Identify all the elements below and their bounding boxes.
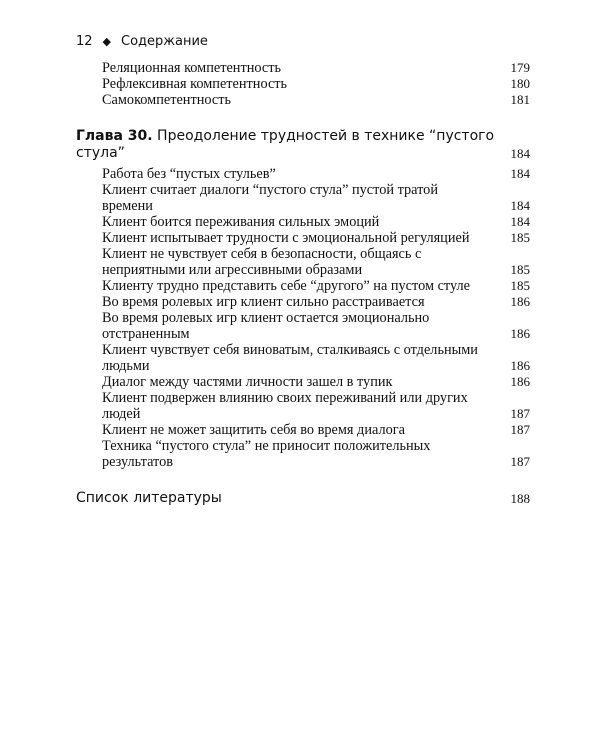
toc-entry-title: Клиент не может защитить себя во время диалога xyxy=(102,422,405,438)
toc-entry xyxy=(76,278,530,294)
bibliography-entry xyxy=(76,490,530,507)
toc-entry-title: Клиент испытывает трудности с эмоциональной регуляцией xyxy=(102,230,470,246)
chapter-title: Преодоление трудностей в технике “пустого стула” xyxy=(76,128,495,161)
bibliography-title: Список литературы xyxy=(76,490,222,506)
toc-entry-title: Техника “пустого стула” не приносит положительных результатов xyxy=(102,438,431,470)
toc-entry-page: 185 xyxy=(510,262,530,277)
toc-entry-page: 186 xyxy=(510,326,530,341)
toc-entry-title: Диалог между частями личности зашел в тупик xyxy=(102,374,393,390)
toc-entry-title: Клиент подвержен влиянию своих переживаний или других людей xyxy=(102,390,468,422)
toc-entry-title: Реляционная компетентность xyxy=(102,60,281,76)
toc-entry xyxy=(76,60,530,76)
toc-entry-title: Во время ролевых игр клиент остается эмоционально отстраненным xyxy=(102,310,430,342)
toc-entry-page: 184 xyxy=(510,214,530,229)
toc-entry-title: Самокомпетентность xyxy=(102,92,231,108)
toc-entry xyxy=(76,310,530,342)
toc-entry xyxy=(76,374,530,390)
toc-entry-page: 181 xyxy=(510,92,530,107)
table-of-contents xyxy=(76,60,530,507)
toc-entry xyxy=(76,342,530,374)
toc-entry-page: 187 xyxy=(510,422,530,437)
toc-entry-page: 187 xyxy=(510,454,530,469)
toc-entry xyxy=(76,76,530,92)
toc-entry-page: 179 xyxy=(510,60,530,75)
toc-entry-title: Работа без “пустых стульев” xyxy=(102,166,276,182)
toc-entry-title: Во время ролевых игр клиент сильно расстраивается xyxy=(102,294,425,310)
toc-entry xyxy=(76,92,530,108)
toc-entry-title: Клиент считает диалоги “пустого стула” пустой тратой времени xyxy=(102,182,438,214)
toc-entry-title: Клиент чувствует себя виноватым, сталкиваясь с отдельными людьми xyxy=(102,342,478,374)
toc-entry xyxy=(76,214,530,230)
toc-entry-page: 185 xyxy=(510,230,530,245)
bibliography-page: 188 xyxy=(510,491,530,506)
running-header xyxy=(76,34,540,49)
toc-entry xyxy=(76,294,530,310)
toc-entry-page: 186 xyxy=(510,358,530,373)
toc-entry xyxy=(76,246,530,278)
toc-entry xyxy=(76,182,530,214)
toc-entry xyxy=(76,166,530,182)
toc-entry xyxy=(76,230,530,246)
chapter-heading xyxy=(76,128,530,162)
toc-entry xyxy=(76,438,530,470)
toc-entry-page: 187 xyxy=(510,406,530,421)
diamond-icon: ◆ xyxy=(102,35,112,48)
section-title: Содержание xyxy=(121,34,208,49)
toc-entry-title: Клиенту трудно представить себе “другого” на пустом стуле xyxy=(102,278,470,294)
toc-entry-title: Рефлексивная компетентность xyxy=(102,76,288,92)
chapter-label: Глава 30. xyxy=(76,128,153,144)
toc-entry-page: 186 xyxy=(510,374,530,389)
toc-entry xyxy=(76,390,530,422)
toc-entry-page: 184 xyxy=(510,198,530,213)
toc-entry-title: Клиент не чувствует себя в безопасности, общаясь с неприятными или агрессивными образами xyxy=(102,246,422,278)
toc-entry-title: Клиент боится переживания сильных эмоций xyxy=(102,214,380,230)
toc-entry xyxy=(76,422,530,438)
toc-entry-page: 185 xyxy=(510,278,530,293)
toc-entry-page: 184 xyxy=(510,166,530,181)
toc-entry-page: 186 xyxy=(510,294,530,309)
page-number: 12 xyxy=(76,34,93,49)
toc-entry-page: 180 xyxy=(510,76,530,91)
chapter-page: 184 xyxy=(510,146,530,161)
